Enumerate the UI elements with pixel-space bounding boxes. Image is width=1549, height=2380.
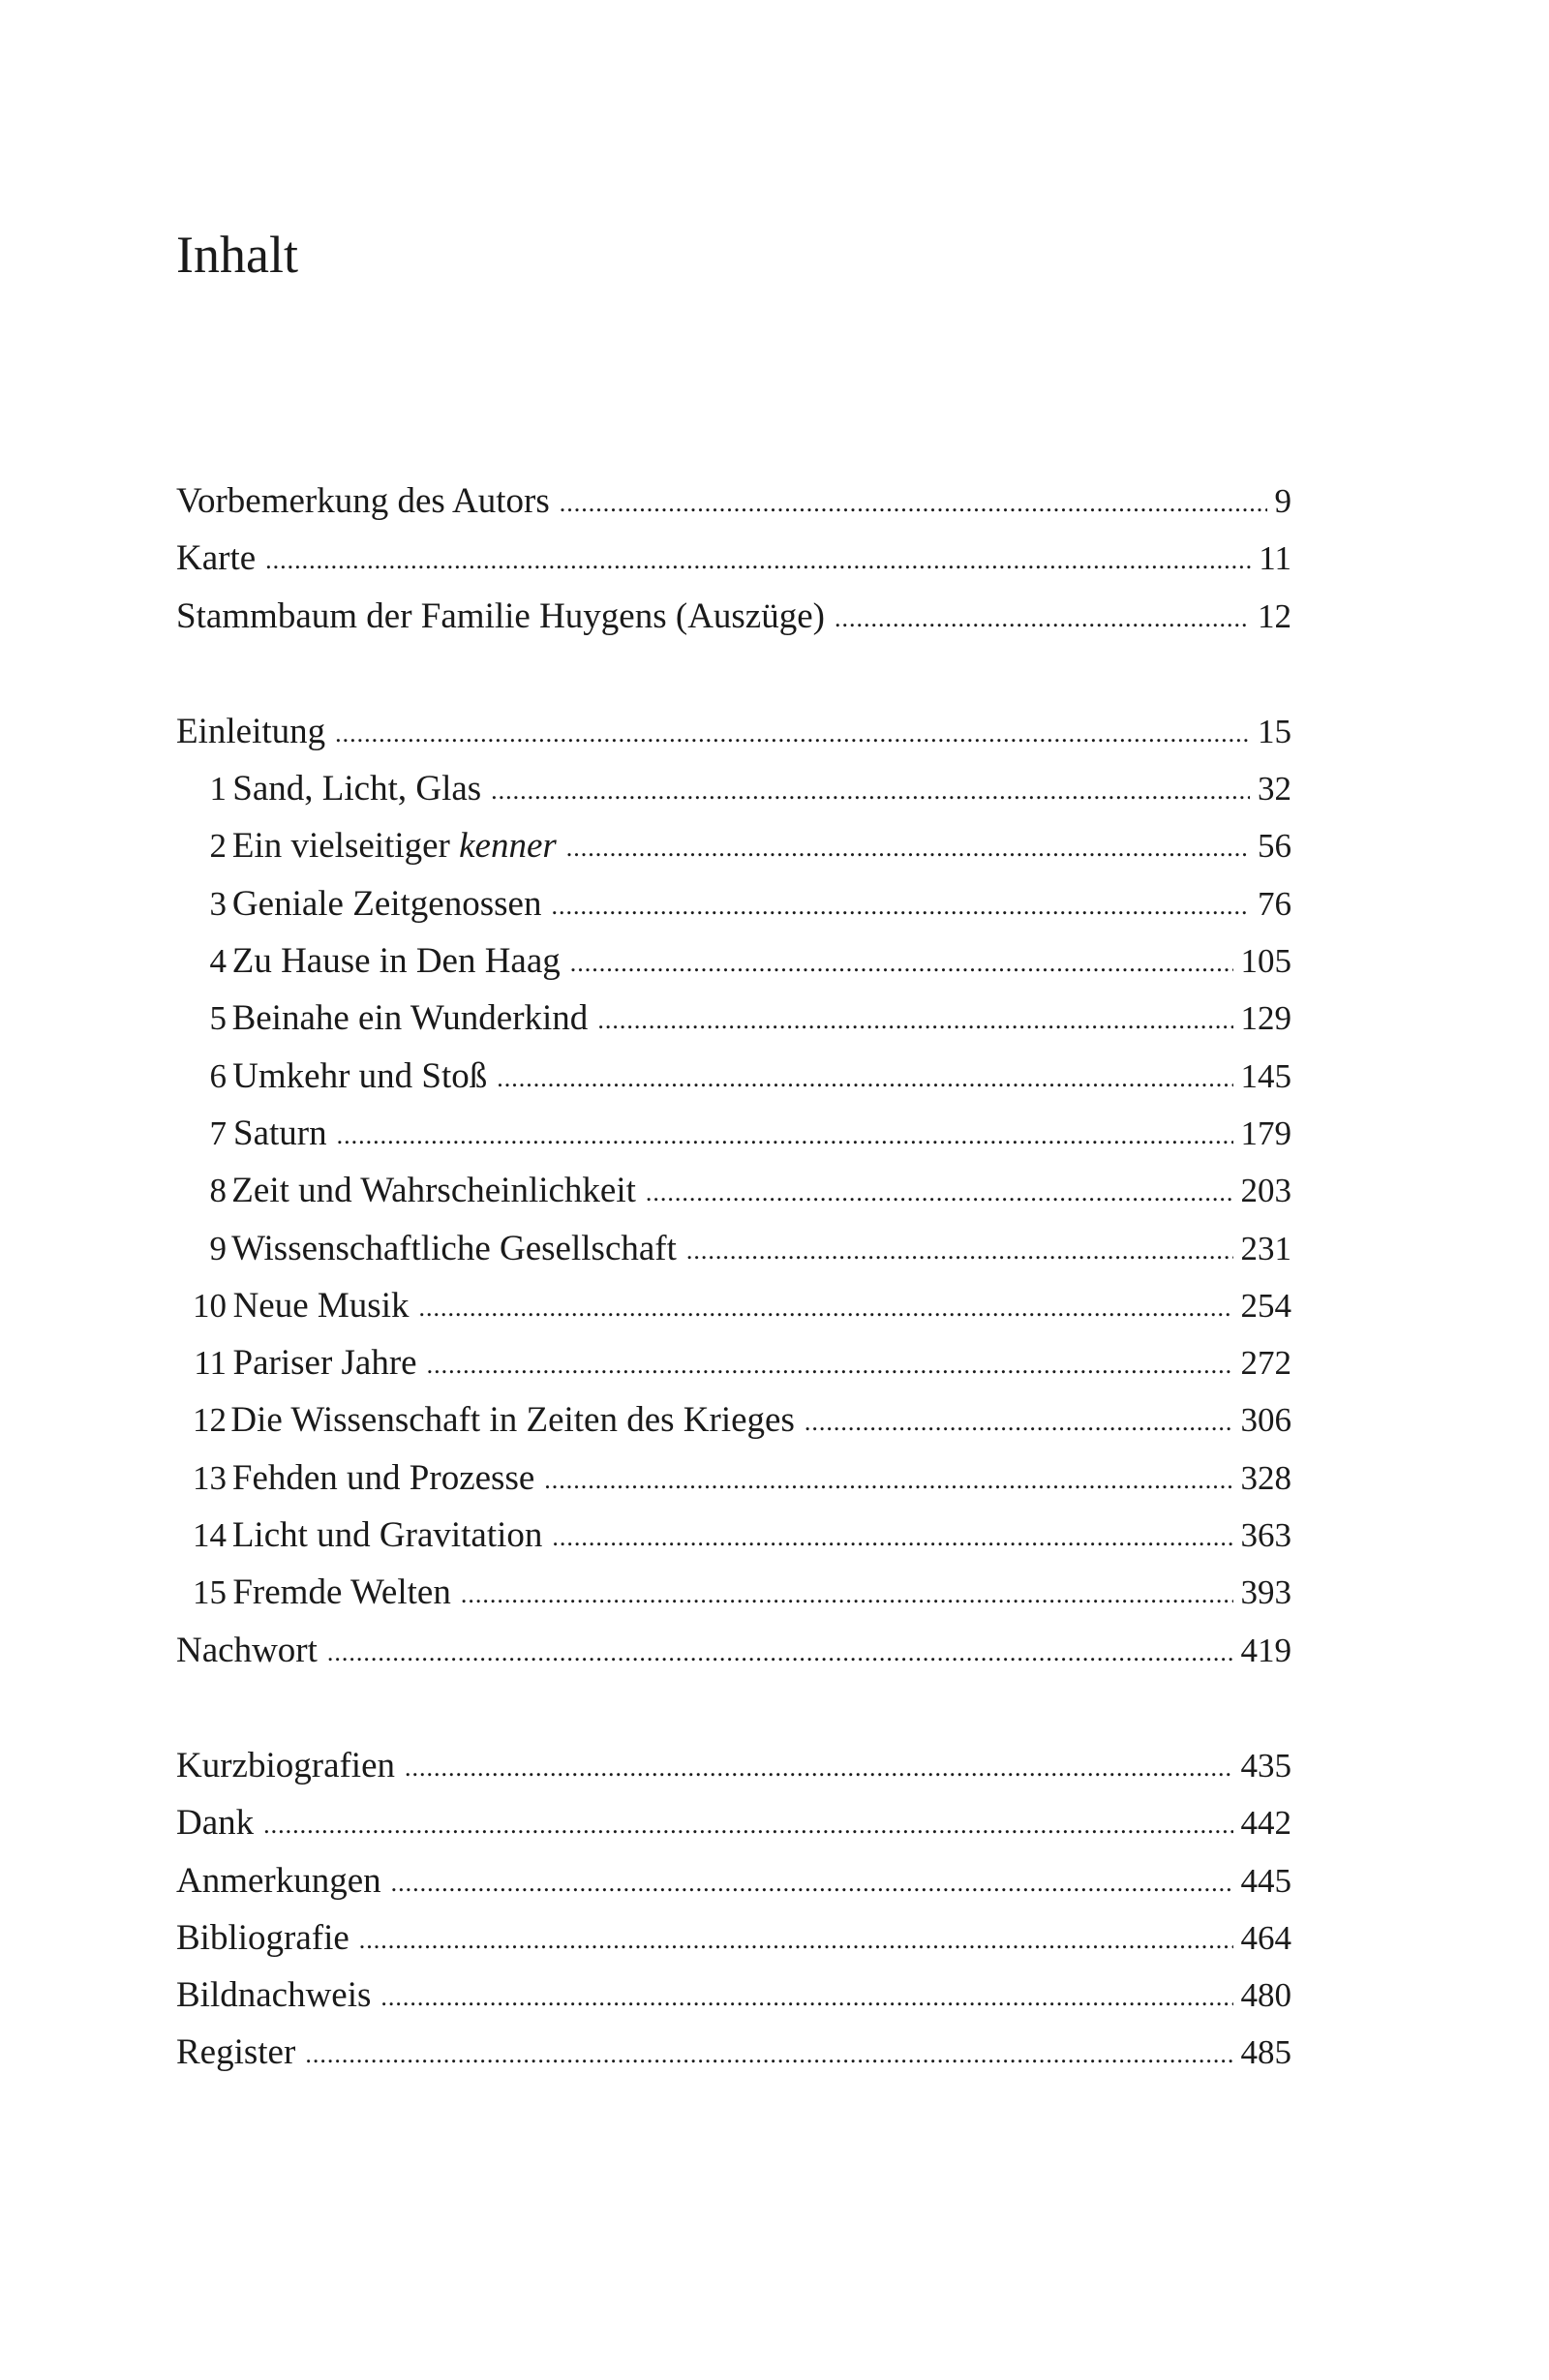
entry-title [231,1220,677,1277]
entry-title [176,2024,295,2081]
dot-leader [418,1279,1232,1336]
entry-title [232,760,481,817]
dot-leader [335,705,1250,762]
chapter-number: 1 [209,770,227,809]
entry-title-text: Anmerkungen [176,1860,381,1901]
entry-title [233,1277,410,1334]
dot-leader [597,992,1232,1049]
entry-title-text: Zu Hause in Den Haag [231,941,561,982]
toc-entry[interactable] [176,1622,1291,1679]
dot-leader [405,1739,1232,1796]
chapter-number: 14 [193,1516,227,1555]
chapter-number: 7 [209,1114,227,1152]
entry-title-text: Stammbaum der Familie Huygens (Auszüge) [176,595,825,636]
toc-entry[interactable] [176,2024,1291,2081]
dot-leader [686,1222,1233,1279]
toc-entry[interactable] [176,875,1291,932]
entry-title-text: Nachwort [176,1630,318,1670]
entry-title-text: Register [176,2032,296,2073]
toc-entry[interactable] [176,1391,1291,1449]
dot-leader [359,1911,1233,1968]
page-title: Inhalt [176,226,298,284]
entry-title [232,990,589,1047]
toc-entry[interactable] [176,1105,1291,1162]
page-number: 12 [1258,596,1291,635]
page-number: 179 [1240,1114,1291,1152]
entry-title [231,1162,636,1219]
chapter-number: 4 [209,942,227,981]
page-number: 15 [1258,712,1291,750]
page-number: 105 [1240,942,1291,981]
page-number: 393 [1240,1573,1291,1612]
entry-title-text: Licht und Gravitation [231,1515,543,1556]
entry-title [233,1334,417,1391]
dot-leader [327,1624,1233,1681]
page-number: 32 [1258,770,1291,809]
chapter-number: 5 [209,999,227,1038]
entry-title [232,1048,487,1105]
entry-title [232,1449,534,1507]
toc-entry[interactable] [176,1048,1291,1105]
page-number: 419 [1240,1631,1291,1669]
chapter-number: 10 [193,1286,227,1325]
page-number: 464 [1240,1918,1291,1957]
toc-entry[interactable] [176,1162,1291,1219]
toc-section [176,1737,1291,2082]
entry-title-text: Einleitung [176,711,326,751]
entry-title-text: Geniale Zeitgenossen [231,883,542,924]
dot-leader [263,1796,1232,1853]
page-number: 480 [1240,1976,1291,2015]
toc-entry[interactable] [176,1334,1291,1391]
dot-leader [427,1336,1233,1393]
chapter-number: 8 [209,1172,227,1210]
page-number: 435 [1240,1746,1291,1785]
entry-title-text: Zeit und Wahrscheinlichkeit [231,1171,636,1211]
dot-leader [646,1164,1233,1221]
dot-leader [805,1393,1233,1450]
entry-title [176,588,825,645]
page-number: 328 [1240,1458,1291,1497]
chapter-number: 11 [194,1344,227,1383]
dot-leader [461,1566,1233,1623]
toc-entry[interactable] [176,1507,1291,1564]
entry-title-italic: kenner [459,826,557,867]
entry-title-text: Ein vielseitiger [231,826,460,867]
entry-title [232,875,542,932]
toc-entry[interactable] [176,817,1291,874]
dot-leader [265,532,1251,589]
dot-leader [544,1451,1232,1509]
page-number: 56 [1258,827,1291,866]
toc-entry[interactable] [176,932,1291,990]
entry-title-text: Kurzbiografien [176,1745,396,1785]
toc-entry[interactable] [176,1449,1291,1507]
page-number: 129 [1240,999,1291,1038]
dot-leader [570,934,1233,992]
toc-entry[interactable] [176,530,1291,587]
entry-title [232,1507,543,1564]
chapter-number: 2 [209,827,227,866]
toc-entry[interactable] [176,1967,1291,2024]
entry-title [176,1852,381,1909]
entry-title-text: Fehden und Prozesse [231,1457,535,1498]
entry-title-text: Neue Musik [232,1285,410,1326]
entry-title [176,1909,349,1967]
toc-entry[interactable] [176,1220,1291,1277]
dot-leader [380,1968,1232,2026]
entry-title-text: Bildnachweis [176,1975,372,2016]
entry-title-text: Karte [176,538,257,579]
chapter-number: 9 [209,1229,227,1267]
chapter-number: 13 [193,1458,227,1497]
dot-leader [566,819,1250,876]
chapter-number: 6 [209,1056,227,1095]
toc-entry[interactable] [176,1277,1291,1334]
page-number: 9 [1274,482,1291,520]
entry-title [232,1564,450,1621]
page-number: 272 [1240,1344,1291,1383]
dot-leader [305,2026,1232,2083]
entry-title [176,473,550,530]
entry-title-text: Pariser Jahre [232,1343,417,1384]
entry-title [176,1737,395,1794]
page-number: 11 [1259,539,1291,578]
dot-leader [491,762,1250,819]
page-number: 203 [1240,1172,1291,1210]
dot-leader [337,1107,1233,1164]
entry-title-text: Saturn [233,1113,327,1153]
entry-title [176,1622,318,1679]
entry-title-text: Wissenschaftliche Gesellschaft [231,1228,677,1268]
page-number: 145 [1240,1056,1291,1095]
page-number: 306 [1240,1401,1291,1440]
page-number: 231 [1240,1229,1291,1267]
toc-entry[interactable] [176,1794,1291,1851]
entry-title-text: Fremde Welten [232,1572,451,1613]
entry-title-text: Umkehr und Stoß [232,1055,488,1096]
entry-title [233,1105,327,1162]
toc-entry[interactable] [176,1852,1291,1909]
toc-entry[interactable] [176,760,1291,817]
page-number: 76 [1258,884,1291,923]
dot-leader [497,1050,1232,1107]
chapter-number: 12 [193,1401,227,1440]
page-number: 363 [1240,1516,1291,1555]
dot-leader [560,474,1267,532]
dot-leader [835,590,1250,647]
page-number: 485 [1240,2033,1291,2072]
entry-title [232,932,561,990]
chapter-number: 15 [193,1573,227,1612]
toc-entry[interactable] [176,473,1291,530]
entry-title [176,530,256,587]
entry-title [232,817,557,874]
entry-title-text: Vorbemerkung des Autors [176,481,550,521]
toc-section [176,703,1291,1679]
entry-title-text: Die Wissenschaft in Zeiten des Krieges [230,1400,795,1441]
entry-title-text: Sand, Licht, Glas [232,769,482,809]
toc-section [176,473,1291,645]
entry-title-text: Bibliografie [176,1917,349,1958]
page-number: 445 [1240,1861,1291,1900]
entry-title-text: Dank [176,1803,255,1844]
chapter-number: 3 [209,884,227,923]
toc-entry[interactable] [176,1737,1291,1794]
toc-entry[interactable] [176,703,1291,760]
entry-title-text: Beinahe ein Wunderkind [231,998,589,1039]
page-number: 442 [1240,1804,1291,1843]
entry-title [230,1391,794,1449]
dot-leader [551,877,1250,934]
toc-entry[interactable] [176,588,1291,645]
toc-entry[interactable] [176,1909,1291,1967]
toc-entry[interactable] [176,990,1291,1047]
toc-entry[interactable] [176,1564,1291,1621]
entry-title [176,1967,371,2024]
page-number: 254 [1240,1286,1291,1325]
dot-leader [391,1854,1233,1911]
table-of-contents [176,473,1291,2082]
entry-title [176,703,325,760]
dot-leader [552,1509,1232,1566]
entry-title [176,1794,254,1851]
